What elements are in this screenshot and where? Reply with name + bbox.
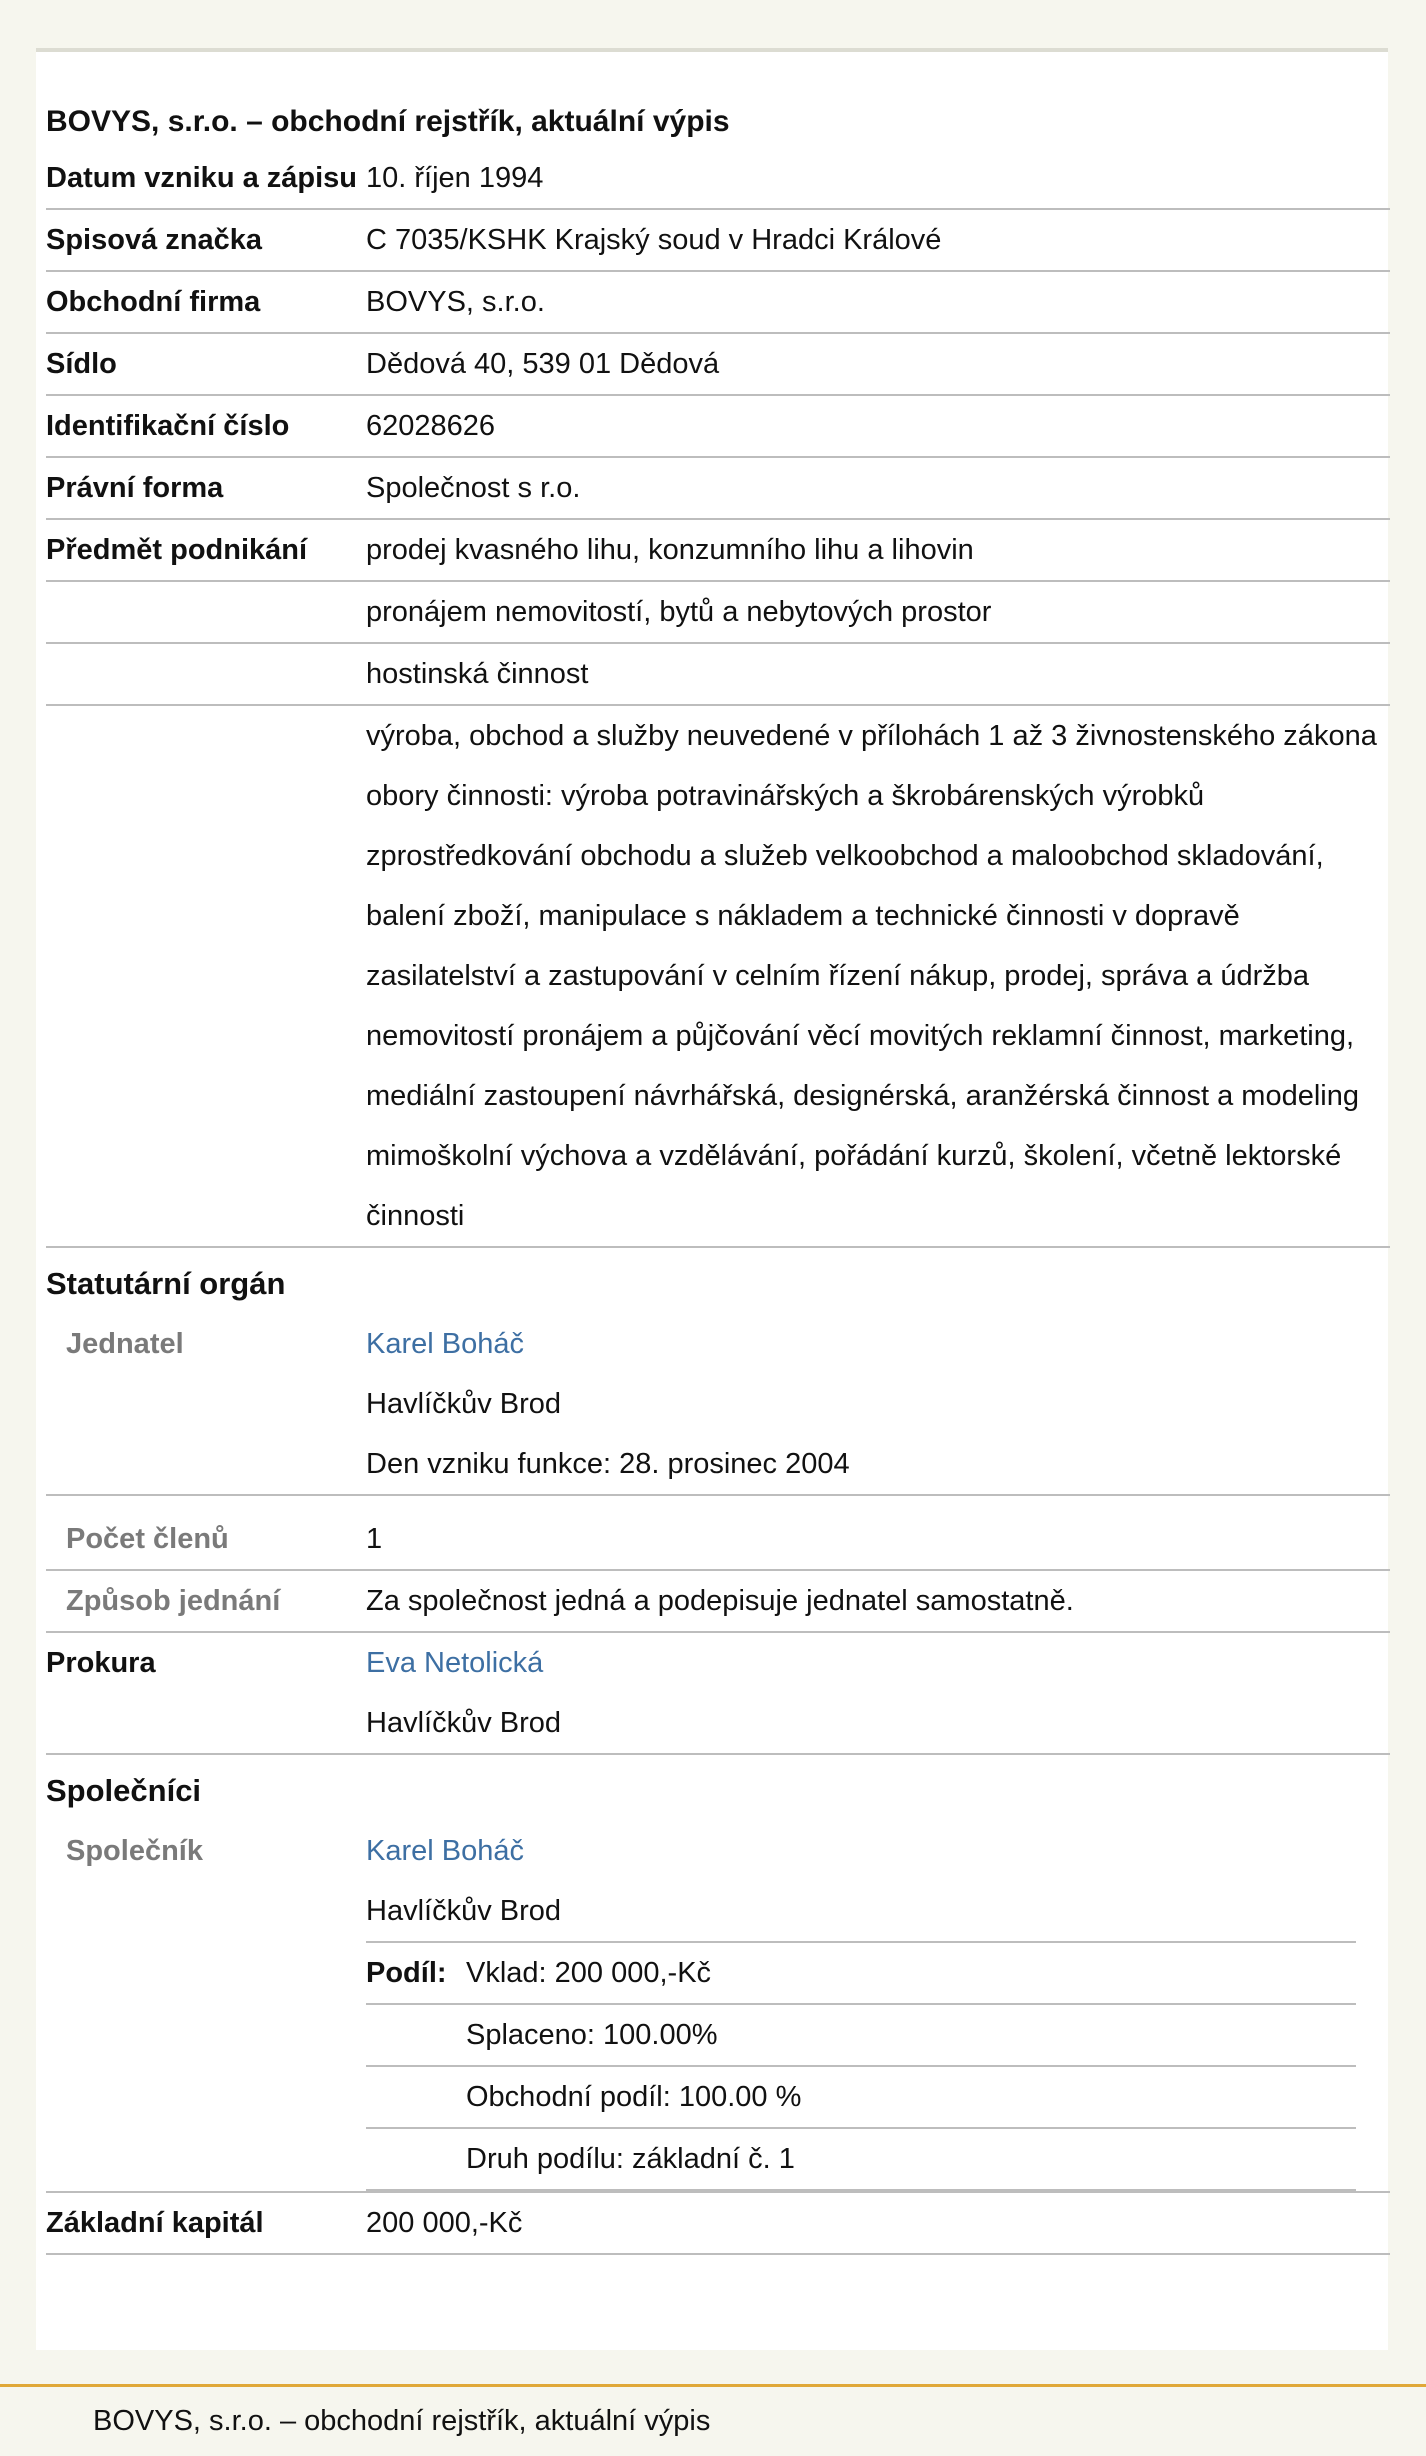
value-spisova-znacka: C 7035/KSHK Krajský soud v Hradci Králové — [366, 209, 1390, 271]
row-predmet-podnikani-2 — [46, 581, 1390, 643]
podil-table — [366, 1941, 1356, 2191]
row-zpusob-jednani — [46, 1570, 1390, 1632]
row-jednatel-since — [46, 1434, 1390, 1495]
register-table — [46, 148, 1390, 2255]
value-zakladni-kapital: 200 000,-Kč — [366, 2192, 1390, 2254]
podil-druh: Druh podílu: základní č. 1 — [466, 2128, 1356, 2190]
section-heading-spolecnici: Společníci — [46, 1773, 202, 1808]
spolecnik-city: Havlíčkův Brod — [366, 1895, 562, 1927]
row-jednatel — [46, 1314, 1390, 1374]
jednatel-since: Den vzniku funkce: 28. prosinec 2004 — [366, 1434, 1390, 1495]
value-pravni-forma: Společnost s r.o. — [366, 457, 1390, 519]
section-statutarni-organ — [46, 1247, 1390, 1314]
label-pravni-forma: Právní forma — [46, 457, 366, 519]
row-pocet-clenu — [46, 1509, 1390, 1570]
label-spisova-znacka: Spisová značka — [46, 209, 366, 271]
predmet-item: hostinská činnost — [366, 643, 1390, 705]
row-spolecnik — [46, 1821, 1390, 1881]
row-predmet-podnikani-4 — [46, 705, 1390, 1247]
label-predmet-podnikani: Předmět podnikání — [46, 519, 366, 581]
row-identifikacni-cislo — [46, 395, 1390, 457]
row-prokura-city — [46, 1693, 1390, 1754]
label-pocet-clenu: Počet členů — [46, 1509, 366, 1570]
podil-splaceno: Splaceno: 100.00% — [466, 2004, 1356, 2066]
predmet-item: prodej kvasného lihu, konzumního lihu a lihovin — [366, 519, 1390, 581]
row-predmet-podnikani — [46, 519, 1390, 581]
section-heading-statutarni: Statutární orgán — [46, 1266, 286, 1301]
label-prokura: Prokura — [46, 1647, 156, 1679]
label-podil: Podíl: — [366, 1942, 466, 2004]
podil-obchodni: Obchodní podíl: 100.00 % — [466, 2066, 1356, 2128]
jednatel-name-link[interactable]: Karel Boháč — [366, 1328, 524, 1360]
label-zakladni-kapital: Základní kapitál — [46, 2192, 366, 2254]
label-identifikacni-cislo: Identifikační číslo — [46, 395, 366, 457]
page-title: BOVYS, s.r.o. – obchodní rejstřík, aktuální výpis — [46, 105, 730, 138]
row-sidlo — [46, 333, 1390, 395]
label-obchodni-firma: Obchodní firma — [46, 271, 366, 333]
label-spolecnik: Společník — [66, 1835, 203, 1867]
prokura-city: Havlíčkův Brod — [366, 1693, 1390, 1754]
predmet-item: pronájem nemovitostí, bytů a nebytových prostor — [366, 581, 1390, 643]
label-datum-vzniku: Datum vzniku a zápisu — [46, 148, 366, 209]
row-jednatel-city — [46, 1374, 1390, 1434]
row-spolecnik-city — [46, 1881, 1390, 1941]
value-zpusob-jednani: Za společnost jedná a podepisuje jednatel samostatně. — [366, 1570, 1390, 1632]
row-spisova-znacka — [46, 209, 1390, 271]
label-jednatel: Jednatel — [66, 1328, 184, 1360]
jednatel-city: Havlíčkův Brod — [366, 1388, 562, 1420]
value-identifikacni-cislo: 62028626 — [366, 395, 1390, 457]
label-zpusob-jednani: Způsob jednání — [46, 1570, 366, 1632]
value-obchodni-firma: BOVYS, s.r.o. — [366, 271, 1390, 333]
prokura-name-link[interactable]: Eva Netolická — [366, 1647, 544, 1679]
value-pocet-clenu: 1 — [366, 1509, 1390, 1570]
row-predmet-podnikani-3 — [46, 643, 1390, 705]
register-extract-card — [36, 48, 1388, 2350]
footer-title: BOVYS, s.r.o. – obchodní rejstřík, aktuální výpis — [0, 2384, 1426, 2456]
row-prokura — [46, 1632, 1390, 1693]
row-datum-vzniku — [46, 148, 1390, 209]
value-datum-vzniku: 10. říjen 1994 — [366, 148, 1390, 209]
podil-vklad: Vklad: 200 000,-Kč — [466, 1942, 1356, 2004]
predmet-item: výroba, obchod a služby neuvedené v přílohách 1 až 3 živnostenského zákona obory činnosti: výroba potravinářských a škrobárenských výrobků zprostředkování obchodu a služeb velkoobchod a maloobchod skladování, balení zboží, manipulace s nákladem a technické činnosti v dopravě zasilatelství a zastupování v celním řízení nákup, prodej, správa a údržba nemovitostí pronájem a půjčování věcí movitých reklamní činnost, marketing, mediální zastoupení návrhářská, designérská, aranžérská činnost a modeling mimoškolní výchova a vzdělávání, pořádání kurzů, školení, včetně lektorské činnosti — [366, 705, 1390, 1247]
row-zakladni-kapital — [46, 2192, 1390, 2254]
section-spolecnici — [46, 1754, 1390, 1821]
value-sidlo: Dědová 40, 539 01 Dědová — [366, 333, 1390, 395]
label-sidlo: Sídlo — [46, 333, 366, 395]
row-pravni-forma — [46, 457, 1390, 519]
row-obchodni-firma — [46, 271, 1390, 333]
spolecnik-name-link[interactable]: Karel Boháč — [366, 1835, 524, 1867]
row-podil — [46, 1941, 1390, 2192]
